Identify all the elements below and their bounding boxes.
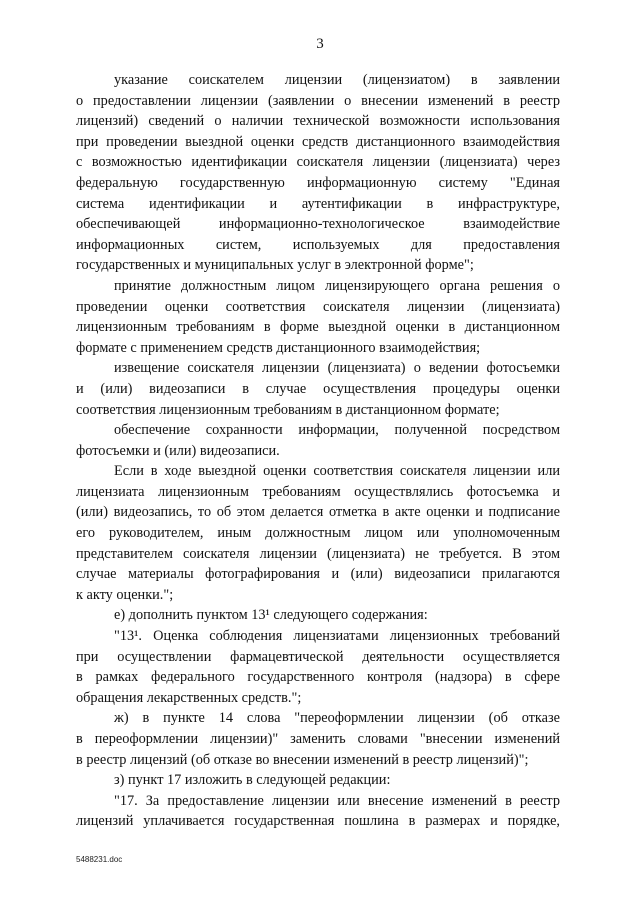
text-line: при осуществлении фармацевтической деятельности осуществляется xyxy=(76,648,560,665)
text-line: с возможностью идентификации соискателя лицензии (лицензиата) через xyxy=(76,154,560,171)
text-line: в переоформлении лицензии)" заменить словами "внесении изменений xyxy=(76,731,560,747)
text-line: обеспечивающей информационно-технологическое взаимодействие xyxy=(76,216,560,233)
text-line: фотосъемки и (или) видеозаписи. xyxy=(76,442,280,459)
document-body xyxy=(76,70,560,832)
page-number: 3 xyxy=(316,36,324,52)
text-line: лицензий уплачивается государственная пошлина в размерах и порядке, xyxy=(76,813,560,830)
text-line: при проведении выездной оценки средств дистанционного взаимодействия xyxy=(76,133,560,150)
text-line: з) пункт 17 изложить в следующей редакции: xyxy=(114,772,391,789)
text-line: случае материалы фотографирования и (или) видеозаписи прилагаются xyxy=(76,566,560,583)
text-line: лицензиата лицензионным требованиям осуществлялись фотосъемка и xyxy=(76,483,560,500)
text-line: обращения лекарственных средств."; xyxy=(76,689,302,706)
text-line: принятие должностным лицом лицензирующего органа решения о xyxy=(114,277,560,294)
text-line: (или) видеозапись, то об этом делается отметка в акте оценки и подписание xyxy=(76,504,560,521)
text-line: извещение соискателя лицензии (лицензиата) о ведении фотосъемки xyxy=(114,360,560,377)
text-line: федеральную государственную информационную систему "Единая xyxy=(76,174,560,191)
text-line: Если в ходе выездной оценки соответствия соискателя лицензии или xyxy=(114,463,560,480)
text-line: е) дополнить пунктом 13¹ следующего содержания: xyxy=(114,607,428,624)
text-line: ж) в пункте 14 слова "переоформлении лицензии (об отказе xyxy=(114,710,560,727)
text-line: указание соискателем лицензии (лицензиатом) в заявлении xyxy=(114,72,560,88)
text-line: в рамках федерального государственного контроля (надзора) в сфере xyxy=(76,669,560,686)
text-line: о предоставлении лицензии (заявлении о внесении изменений в реестр xyxy=(76,92,560,109)
text-line: система идентификации и аутентификации в инфраструктуре, xyxy=(76,195,560,212)
text-line: государственных и муниципальных услуг в электронной форме"; xyxy=(76,257,474,274)
text-line: лицензий) сведений о наличии технической возможности использования xyxy=(76,113,560,130)
text-line: и (или) видеозаписи в случае осуществления процедуры оценки xyxy=(76,380,560,397)
text-line: формате с применением средств дистанционного взаимодействия; xyxy=(76,339,481,356)
text-line: к акту оценки."; xyxy=(76,586,174,603)
text-line: обеспечение сохранности информации, полученной посредством xyxy=(114,422,560,439)
text-line: в реестр лицензий (об отказе во внесении изменений в реестр лицензий)"; xyxy=(76,751,529,768)
text-line: информационных систем, используемых для предоставления xyxy=(76,236,560,253)
text-line: его руководителем, иным должностным лицом или уполномоченным xyxy=(76,525,560,542)
text-line: проведении оценки соответствия соискателя лицензии (лицензиата) xyxy=(76,298,560,315)
text-line: соответствия лицензионным требованиям в дистанционном формате; xyxy=(76,401,500,418)
text-line: представителем соискателя лицензии (лицензиата) не требуется. В этом xyxy=(76,545,560,562)
text-line: лицензионным требованиям в форме выездной оценки в дистанционном xyxy=(76,319,560,336)
text-line: "13¹. Оценка соблюдения лицензиатами лицензионных требований xyxy=(114,628,560,645)
file-name-footer: 5488231.doc xyxy=(76,855,123,864)
text-line: "17. За предоставление лицензии или внесение изменений в реестр xyxy=(114,792,560,809)
